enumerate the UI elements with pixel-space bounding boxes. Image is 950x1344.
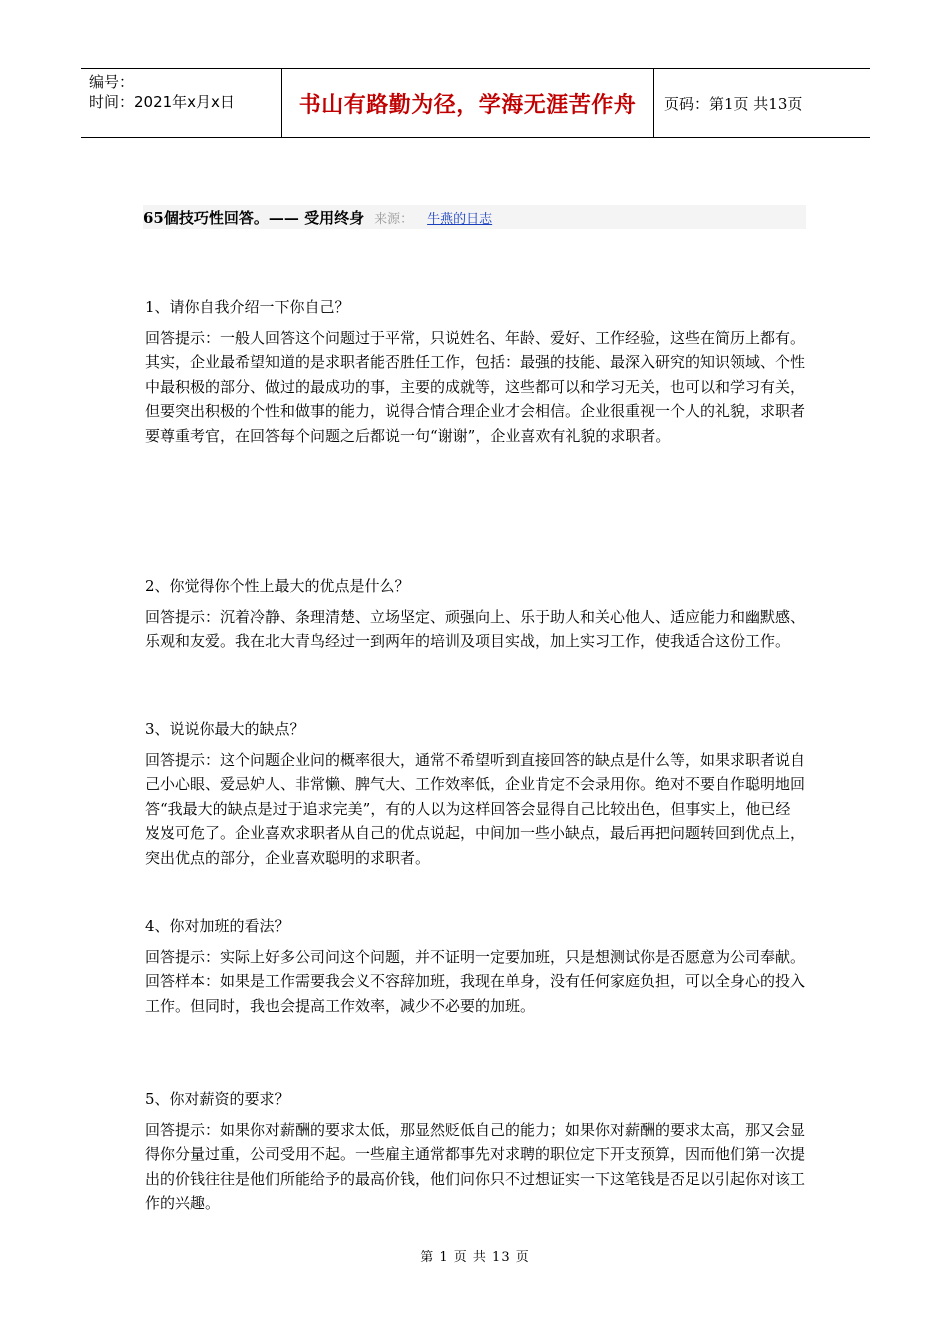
header-page-label: 页码：第1页 共13页 (664, 94, 803, 113)
article-title-bar (143, 205, 806, 229)
answer-paragraph: 回答提示：沉着冷静、条理清楚、立场坚定、顽强向上、乐于助人和关心他人、适应能力和幽默感、乐观和友爱。我在北大青鸟经过一到两年的培训及项目实战，加上实习工作，使我适合这份工作。 (145, 607, 806, 650)
answer-paragraph: 回答提示：实际上好多公司问这个问题，并不证明一定要加班，只是想测试你是否愿意为公司奉献。 (145, 947, 806, 966)
answer-paragraph: 回答提示：如果你对薪酬的要求太低，那显然贬低自己的能力；如果你对薪酬的要求太高，那又会显得你分量过重，公司受用不起。一些雇主通常都事先对求聘的职位定下开支预算，因而他们第一次提出的价钱往往是他们所能给予的最高价钱，他们问你只不过想证实一下这笔钱是否足以引起你对该工作的兴趣。 (145, 1120, 806, 1212)
answer-sample-paragraph: 回答样本：如果是工作需要我会义不容辞加班，我现在单身，没有任何家庭负担，可以全身心的投入工作。但同时，我也会提高工作效率，减少不必要的加班。 (145, 972, 806, 1015)
answer-paragraph: 回答提示：一般人回答这个问题过于平常，只说姓名、年龄、爱好、工作经验，这些在简历上都有。其实，企业最希望知道的是求职者能否胜任工作，包括：最强的技能、最深入研究的知识领域、个性中最积极的部分、做过的最成功的事，主要的成就等，这些都可以和学习无关，也可以和学习有关，但要突出积极的个性和做事的能力，说得合情合理企业才会相信。企业很重视一个人的礼貌，求职者要尊重考官，在回答每个问题之后都说一句“谢谢”，企业喜欢有礼貌的求职者。 (145, 328, 806, 445)
question-title: 5、你对薪资的要求？ (145, 1090, 290, 1108)
page-footer: 第 1 页 共 13 页 (420, 1250, 530, 1265)
question-block-2 (145, 574, 805, 654)
document-number-label: 编号： (89, 73, 135, 91)
answer-paragraph: 回答提示：这个问题企业问的概率很大，通常不希望听到直接回答的缺点是什么等，如果求职者说自己小心眼、爱忌妒人、非常懒、脾气大、工作效率低，企业肯定不会录用你。绝对不要自作聪明地回答“我最大的缺点是过于追求完美”，有的人以为这样回答会显得自己比较出色，但事实上，他已经岌岌可危了。企业喜欢求职者从自己的优点说起，中间加一些小缺点，最后再把问题转回到优点上，突出优点的部分，企业喜欢聪明的求职者。 (145, 750, 806, 867)
question-title: 1、请你自我介绍一下你自己？ (145, 298, 350, 316)
header-page-cell (654, 69, 870, 137)
question-block-3 (145, 717, 805, 870)
header-info-cell (81, 69, 282, 137)
source-link[interactable]: 牛燕的日志 (427, 211, 493, 227)
question-title: 3、说说你最大的缺点？ (145, 720, 305, 738)
article-title: 65個技巧性回答。—— 受用终身 (143, 208, 365, 227)
header-motto-cell (282, 69, 654, 137)
question-block-1 (145, 295, 805, 448)
question-title: 4、你对加班的看法？ (145, 917, 290, 935)
question-title: 2、你觉得你个性上最大的优点是什么？ (145, 577, 410, 595)
document-time-label: 时间：2021年x月x日 (89, 93, 235, 111)
header-motto: 书山有路勤为径，学海无涯苦作舟 (298, 91, 637, 118)
question-block-5 (145, 1087, 805, 1216)
question-block-4 (145, 914, 805, 1018)
page-header (81, 68, 870, 138)
source-label: 来源： (374, 211, 414, 227)
